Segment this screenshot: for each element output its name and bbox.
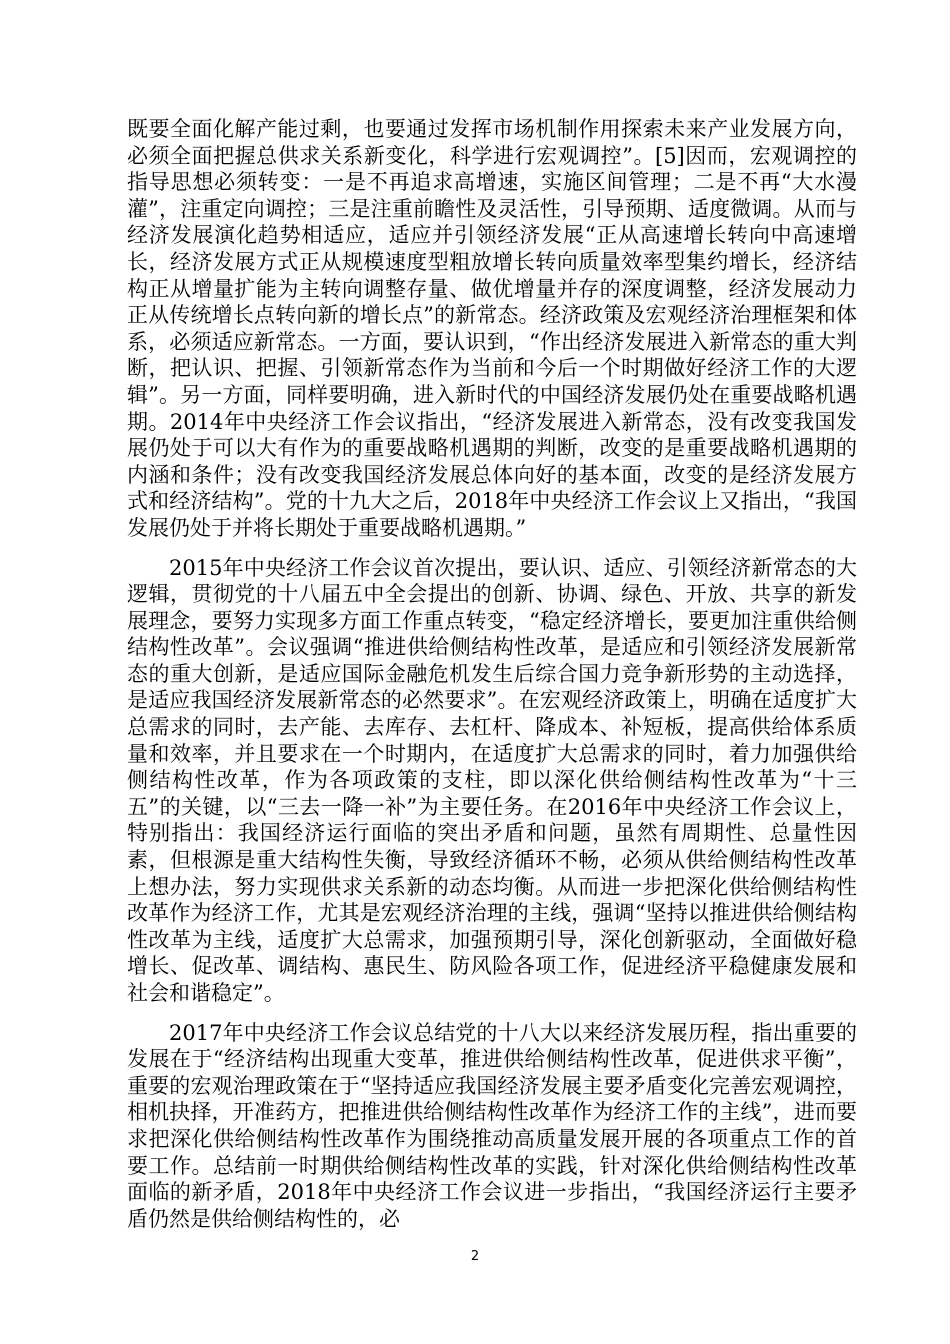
- paragraph-2017-conference: 2017年中央经济工作会议总结党的十八大以来经济发展历程，指出重要的发展在于“经济结构出现重大变革，推进供给侧结构性改革，促进供求平衡”，重要的宏观治理政策在于“坚持适应我国经济发展主要矛盾变化完善宏观调控，相机抉择，开准药方，把推进供给侧结构性改革作为经济工作的主线”，进而要求把深化供给侧结构性改革作为围绕推动高质量发展开展的各项重点工作的首要工作。总结前一时期供给侧结构性改革的实践，针对深化供给侧结构性改革面临的新矛盾，2018年中央经济工作会议进一步指出，“我国经济运行主要矛盾仍然是供给侧结构性的，必: [127, 1020, 857, 1231]
- paragraph-continued: 既要全面化解产能过剩，也要通过发挥市场机制作用探索未来产业发展方向，必须全面把握总供求关系新变化，科学进行宏观调控”。[5]因而，宏观调控的指导思想必须转变：一是不再追求高增速，实施区间管理；二是不再“大水漫灌”，注重定向调控；三是注重前瞻性及灵活性，引导预期、适度微调。从而与经济发展演化趋势相适应，适应并引领经济发展“正从高速增长转向中高速增长，经济发展方式正从规模速度型粗放增长转向质量效率型集约增长，经济结构正从增量扩能为主转向调整存量、做优增量并存的深度调整，经济发展动力正从传统增长点转向新的增长点”的新常态。经济政策及宏观经济治理框架和体系，必须适应新常态。一方面，要认识到，“作出经济发展进入新常态的重大判断，把认识、把握、引领新常态作为当前和今后一个时期做好经济工作的大逻辑”。另一方面，同样要明确，进入新时代的中国经济发展仍处在重要战略机遇期。2014年中央经济工作会议指出，“经济发展进入新常态，没有改变我国发展仍处于可以大有作为的重要战略机遇期的判断，改变的是重要战略机遇期的内涵和条件；没有改变我国经济发展总体向好的基本面，改变的是经济发展方式和经济结构”。党的十九大之后，2018年中央经济工作会议上又指出，“我国发展仍处于并将长期处于重要战略机遇期。”: [127, 117, 857, 540]
- page-number: 2: [470, 1249, 480, 1264]
- paragraph-2015-conference: 2015年中央经济工作会议首次提出，要认识、适应、引领经济新常态的大逻辑，贯彻党的十八届五中全会提出的创新、协调、绿色、开放、共享的新发展理念，要努力实现多方面工作重点转变，“稳定经济增长，要更加注重供给侧结构性改革”。会议强调“推进供给侧结构性改革，是适应和引领经济发展新常态的重大创新，是适应国际金融危机发生后综合国力竞争新形势的主动选择，是适应我国经济发展新常态的必然要求”。在宏观经济政策上，明确在适度扩大总需求的同时，去产能、去库存、去杠杆、降成本、补短板，提高供给体系质量和效率，并且要求在一个时期内，在适度扩大总需求的同时，着力加强供给侧结构性改革，作为各项政策的支柱，即以深化供给侧结构性改革为“十三五”的关键，以“三去一降一补”为主要任务。在2016年中央经济工作会议上，特别指出：我国经济运行面临的突出矛盾和问题，虽然有周期性、总量性因素，但根源是重大结构性失衡，导致经济循环不畅，必须从供给侧结构性改革上想办法，努力实现供求关系新的动态均衡。从而进一步把深化供给侧结构性改革作为经济工作，尤其是宏观经济治理的主线，强调“坚持以推进供给侧结构性改革为主线，适度扩大总需求，加强预期引导，深化创新驱动，全面做好稳增长、促改革、调结构、惠民生、防风险各项工作，促进经济平稳健康发展和社会和谐稳定”。: [127, 555, 857, 1005]
- body-text: [127, 116, 857, 1232]
